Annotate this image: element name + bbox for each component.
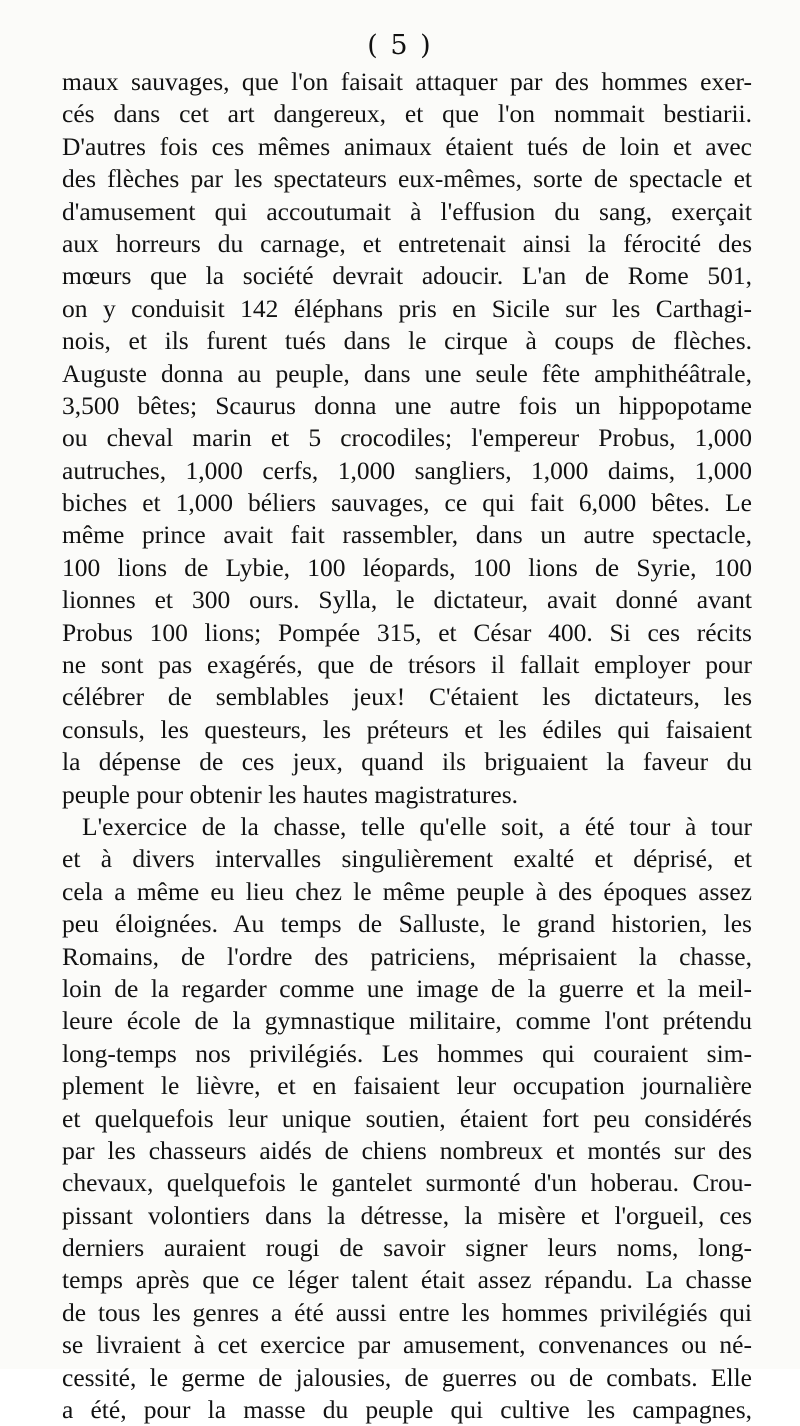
text-line: biches et 1,000 béliers sauvages, ce qui fait 6,000 bêtes. Le <box>62 488 752 518</box>
text-line: Romains, de l'ordre des patriciens, méprisaient la chasse, <box>62 941 752 971</box>
text-line: peu éloignées. Au temps de Salluste, le grand historien, les <box>62 909 752 939</box>
text-line: cés dans cet art dangereux, et que l'on nommait bestiarii. <box>62 99 752 129</box>
text-line: Auguste donna au peuple, dans une seule fête amphithéâtrale, <box>62 358 752 388</box>
text-line: aux horreurs du carnage, et entretenait ainsi la férocité des <box>62 228 752 258</box>
text-line: la dépense de ces jeux, quand ils briguaient la faveur du <box>62 747 752 777</box>
text-line: 3,500 bêtes; Scaurus donna une autre fois un hippopotame <box>62 390 752 420</box>
text-line: nois, et ils furent tués dans le cirque à coups de flèches. <box>62 326 752 356</box>
text-line: 100 lions de Lybie, 100 léopards, 100 lions de Syrie, 100 <box>62 552 752 582</box>
text-line: derniers auraient rougi de savoir signer leurs noms, long- <box>62 1233 752 1263</box>
text-line: de tous les genres a été aussi entre les hommes privilégiés qui <box>62 1297 752 1327</box>
text-line: peuple pour obtenir les hautes magistratures. <box>62 779 519 809</box>
text-line: D'autres fois ces mêmes animaux étaient tués de loin et avec <box>62 131 752 161</box>
text-line: autruches, 1,000 cerfs, 1,000 sangliers, 1,000 daims, 1,000 <box>62 455 752 485</box>
text-line: même prince avait fait rassembler, dans un autre spectacle, <box>62 520 752 550</box>
text-line: ne sont pas exagérés, que de trésors il fallait employer pour <box>62 650 752 680</box>
text-line: lionnes et 300 ours. Sylla, le dictateur, avait donné avant <box>62 585 752 615</box>
text-line: se livraient à cet exercice par amusement, convenances ou né- <box>62 1330 752 1360</box>
text-line: chevaux, quelquefois le gantelet surmonté d'un hoberau. Crou- <box>62 1168 752 1198</box>
text-line: cessité, le germe de jalousies, de guerres ou de combats. Elle <box>62 1362 752 1392</box>
text-line: loin de la regarder comme une image de la guerre et la meil- <box>62 973 752 1003</box>
text-line: temps après que ce léger talent était assez répandu. La chasse <box>62 1265 752 1295</box>
text-line: on y conduisit 142 éléphans pris en Sicile sur les Carthagi- <box>62 293 752 323</box>
text-line: consuls, les questeurs, les préteurs et les édiles qui faisaient <box>62 714 752 744</box>
page-number: ( 5 ) <box>367 30 433 61</box>
text-line: mœurs que la société devrait adoucir. L'an de Rome 501, <box>62 261 752 291</box>
body-text <box>62 66 752 1426</box>
text-line: plement le lièvre, et en faisaient leur occupation journalière <box>62 1071 752 1101</box>
text-line: célébrer de semblables jeux! C'étaient les dictateurs, les <box>62 682 752 712</box>
text-line: pissant volontiers dans la détresse, la misère et l'orgueil, ces <box>62 1200 752 1230</box>
text-line: et à divers intervalles singulièrement exalté et déprisé, et <box>62 844 752 874</box>
text-line: L'exercice de la chasse, telle qu'elle soit, a été tour à tour <box>82 811 752 841</box>
text-line: Probus 100 lions; Pompée 315, et César 400. Si ces récits <box>62 617 752 647</box>
text-line: ou cheval marin et 5 crocodiles; l'empereur Probus, 1,000 <box>62 423 752 453</box>
text-line: et quelquefois leur unique soutien, étaient fort peu considérés <box>62 1103 752 1133</box>
text-line: maux sauvages, que l'on faisait attaquer par des hommes exer- <box>62 67 752 96</box>
text-line: des flèches par les spectateurs eux-mêmes, sorte de spectacle et <box>62 164 752 194</box>
text-line: cela a même eu lieu chez le même peuple à des époques assez <box>62 876 752 906</box>
text-line: a été, pour la masse du peuple qui cultive les campagnes, <box>62 1395 752 1425</box>
text-line: leure école de la gymnastique militaire, comme l'ont prétendu <box>62 1006 752 1036</box>
text-line: par les chasseurs aidés de chiens nombreux et montés sur des <box>62 1135 752 1165</box>
text-line: long-temps nos privilégiés. Les hommes qui couraient sim- <box>62 1038 752 1068</box>
text-line: d'amusement qui accoutumait à l'effusion du sang, exerçait <box>62 196 752 226</box>
